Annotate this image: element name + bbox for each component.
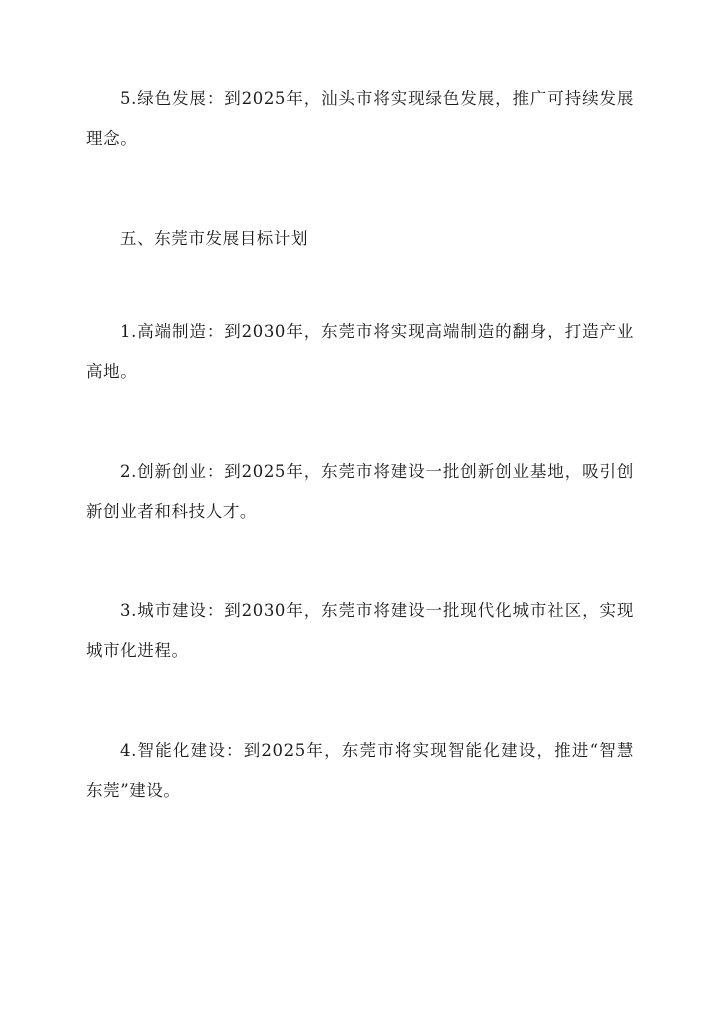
paragraph-smart-construction: 4.智能化建设：到2025年，东莞市将实现智能化建设，推进“智慧东莞”建设。	[86, 741, 634, 800]
section-heading-dongguan-goals: 五、东莞市发展目标计划	[120, 229, 309, 248]
paragraph-innovation-entrepreneurship: 2.创新创业：到2025年，东莞市将建设一批创新创业基地，吸引创新创业者和科技人才。	[86, 462, 634, 521]
paragraph-high-end-manufacturing: 1.高端制造：到2030年，东莞市将实现高端制造的翻身，打造产业高地。	[86, 322, 634, 381]
paragraph-shantou-green-development: 5.绿色发展：到2025年，汕头市将实现绿色发展，推广可持续发展理念。	[86, 89, 634, 148]
paragraph-urban-construction: 3.城市建设：到2030年，东莞市将建设一批现代化城市社区，实现城市化进程。	[86, 601, 634, 660]
